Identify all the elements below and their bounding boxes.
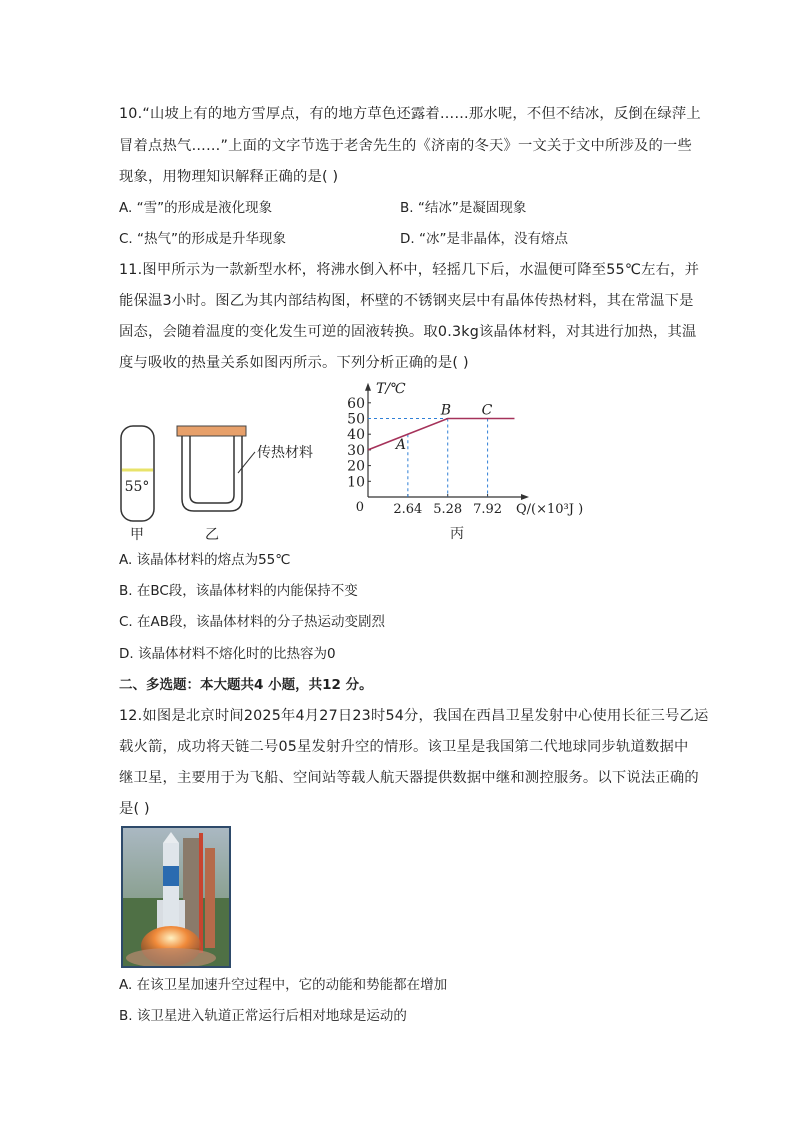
chart-labels [394,403,493,454]
material-label: 传热材料 [257,445,313,461]
cup-jia-temp: 55° [124,479,150,495]
y-tick-label: 40 [347,427,365,444]
section-heading: 二、多选题：本大题共4 小题，共12 分。 [119,677,373,693]
q11-option-c: C. 在AB段，该晶体材料的分子热运动变剧烈 [119,614,386,630]
q12-line-4: 是( ) [119,801,150,817]
q10-line-3: 现象，用物理知识解释正确的是( ) [119,169,339,185]
q10-option-b: B. “结冰”是凝固现象 [400,200,527,216]
x-axis-label: Q/(×10³J ) [516,502,584,517]
label-jia: 甲 [130,527,144,543]
label-yi: 乙 [205,527,219,543]
point-label-a: A [395,437,406,454]
y-tick-label: 10 [347,474,365,491]
rocket-launch-photo [121,826,231,968]
point-label-b: B [440,402,452,419]
q11-line-4: 度与吸收的热量关系如图丙所示。下列分析正确的是( ) [119,355,469,371]
cup-jia [121,426,154,521]
chart-series [368,419,514,450]
x-axis-arrow [521,494,529,500]
q11-option-a: A. 该晶体材料的熔点为55℃ [119,552,291,568]
y-tick-label: 30 [347,442,365,459]
cup-yi-lid [177,426,246,436]
q12-line-1: 12.如图是北京时间2025年4月27日23时54分，我国在西昌卫星发射中心使用长征三号乙运 [119,708,709,724]
q11-line-1: 11.图甲所示为一款新型水杯，将沸水倒入杯中，轻摇几下后，水温便可降至55℃左右，并 [119,262,700,278]
q12-option-b: B. 该卫星进入轨道正常运行后相对地球是运动的 [119,1008,407,1024]
y-tick-label: 60 [347,395,365,412]
q11-option-b: B. 在BC段，该晶体材料的内能保持不变 [119,583,358,599]
q12-option-a: A. 在该卫星加速升空过程中，它的动能和势能都在增加 [119,977,448,993]
q10-line-1: 10.“山坡上有的地方雪厚点，有的地方草色还露着……那水呢，不但不结冰，反倒在绿萍上 [119,106,701,122]
origin-label: 0 [355,500,364,515]
x-tick-label: 7.92 [473,502,503,517]
x-tick-label: 2.64 [393,502,423,517]
q11-option-d: D. 该晶体材料不熔化时的比热容为0 [119,646,336,662]
q12-line-2: 载火箭，成功将天链二号05星发射升空的情形。该卫星是我国第二代地球同步轨道数据中 [119,739,689,755]
y-tick-label: 20 [347,458,365,475]
rocket-launch-image [123,828,229,966]
x-tick-label: 5.28 [433,502,463,517]
chart-guides [368,419,488,498]
q12-line-3: 继卫星，主要用于为飞船、空间站等载人航天器提供数据中继和测控服务。以下说法正确的 [119,770,699,786]
q11-chart-bing [340,372,600,542]
y-axis-arrow [365,383,371,391]
q10-option-a: A. “雪”的形成是液化现象 [119,200,273,216]
temperature-curve [368,419,514,450]
point-label-c: C [481,402,493,419]
q11-line-2: 能保温3小时。图乙为其内部结构图，杯壁的不锈钢夹层中有晶体传热材料，其在常温下是 [119,293,694,309]
cup-yi-inner-wall [190,436,234,503]
y-axis-label: T/℃ [376,380,406,397]
q10-option-c: C. “热气”的形成是升华现象 [119,231,286,247]
q10-line-2: 冒着点热气……”上面的文字节选于老舍先生的《济南的冬天》一文关于文中所涉及的一些 [119,138,692,154]
q10-option-d: D. “冰”是非晶体，没有熔点 [400,231,568,247]
material-pointer [238,452,255,473]
q11-figure-cups [110,415,340,545]
y-tick-label: 50 [347,411,365,428]
label-bing: 丙 [450,526,464,542]
chart-axes [347,381,583,517]
q11-line-3: 固态，会随着温度的变化发生可逆的固液转换。取0.3kg该晶体材料，对其进行加热，其温 [119,324,697,340]
